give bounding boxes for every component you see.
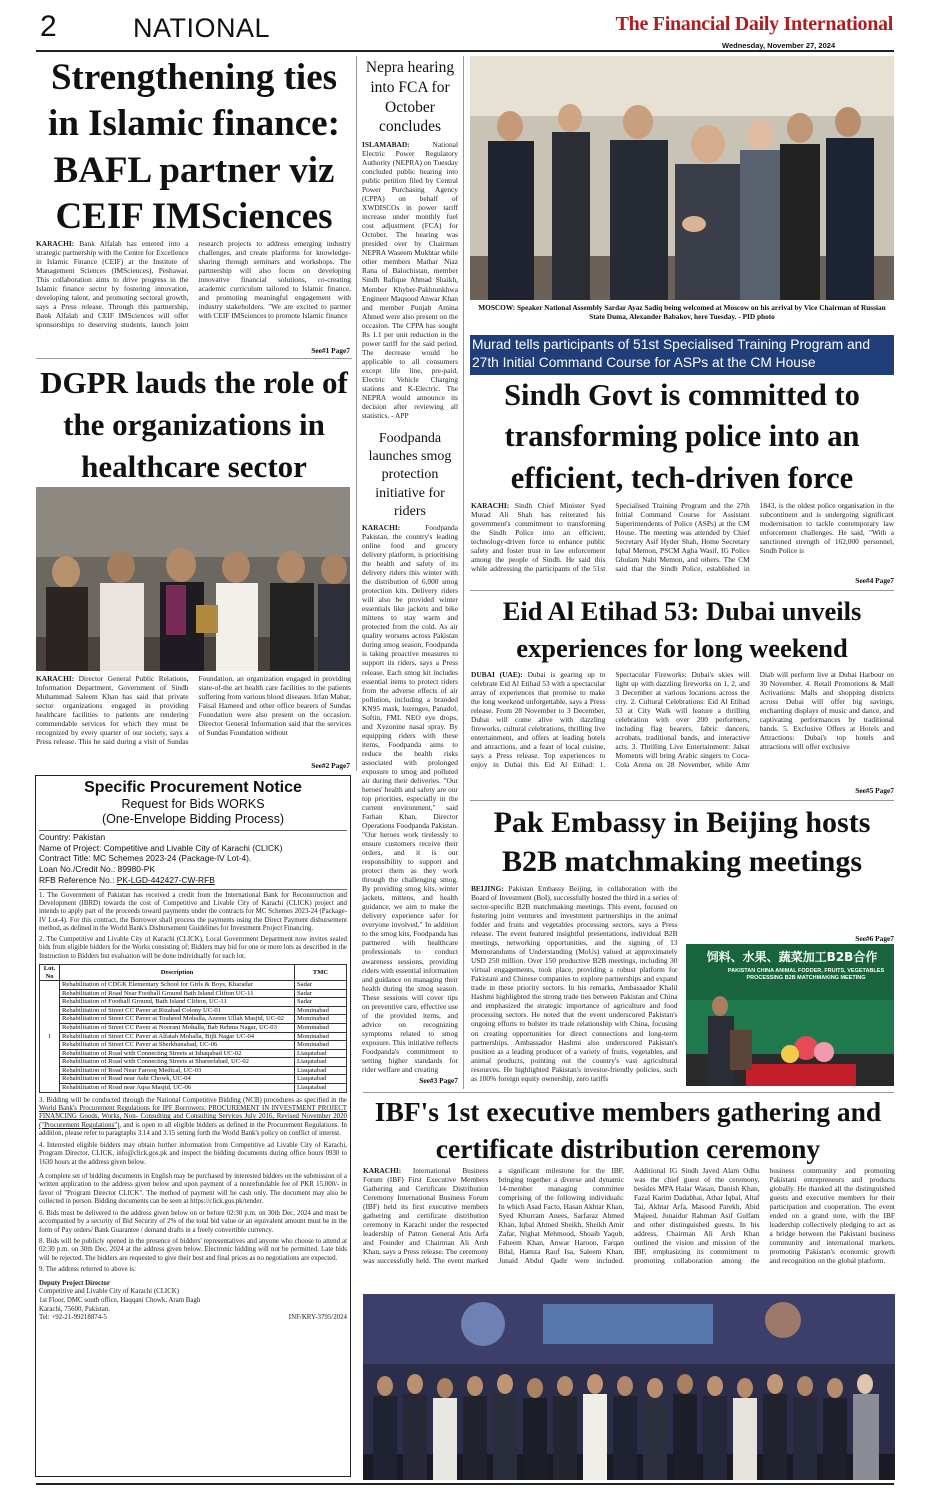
continued-dgpr: See#2 Page7 [311, 761, 350, 770]
page-number: 2 [40, 10, 57, 43]
lot-description: Rehabilitation of Street CC Paver at Touheed Mohalla, Azeem Ullah Masjid, UC-02 [60, 1015, 295, 1024]
photo-dgpr [36, 487, 350, 671]
lot-tmc: Sadar [295, 998, 347, 1007]
notice-para-2: 2. The Competitive and Livable City of Karachi (CLICK), Local Government Department now invites sealed bids from eligible bidders for the Works consisting of; Bidders may bid for one or more lots as described in the Instruction to Bidders but evaluation will be done individually for each lot. [39, 935, 347, 960]
headline-nepra: Nepra hearing into FCA for October concludes [365, 59, 455, 136]
address-title: Deputy Project Director [39, 1279, 110, 1287]
lot-tmc: Liaqatabad [295, 1058, 347, 1067]
lot-description: Rehabilitation of Road Near Farooq Medical, UC-03 [60, 1066, 295, 1075]
lot-description: Rehabilitation of Street CC Paver at Rizabad Colony UC-01 [60, 1006, 295, 1015]
lot-description: Rehabilitation of CDGK Elementary School for Girls & Boys, Kharadar [60, 981, 295, 990]
para-text: 3. Bidding will be conducted through the National Competitive Bidding (NCB) procedures as specified in the [39, 1096, 347, 1104]
lot-description: Rehabilitation of Road near Ashi Chowk, UC-04 [60, 1075, 295, 1084]
section-label: NATIONAL [133, 13, 271, 43]
story-text: Director General Public Relations, Information Department, Government of Sindh Muhammad Saleem Khan has said that private sector organizations engaged in providing healthcare facilities to patients are rendering commendable services for which they must be recognized by every quarter of our society, says a Press release. This he said during a visit of Sundas Foundation, an organization engaged in providing state-of-the art health care facilities to the patients suffering from various blood diseases. Irfan Mahar, Faisal Hameed and other office bearers of Sundas Foundation were also present on the occasion. Director General Information said that the services of Sundas Foundation without [36, 674, 351, 747]
story-ibf-body [363, 1166, 895, 1292]
lot-tmc: Liaqatabad [295, 1084, 347, 1093]
headline-ibf: IBF's 1st executive members gathering and certificate distribution ceremony [374, 1096, 882, 1164]
address-line: 1st Floor, DMC south office, Haqqani Chowk, Aram Bagh [39, 1296, 201, 1304]
headline-sindh: Sindh Govt is committed to transforming police into an efficient, tech-driven force [504, 378, 860, 495]
regulations-link[interactable]: World Bank's Procurement Regulations for IPF Borrowers: PROCUREMENT IN INVESTMENT PROJECT FINANCING Goods, Works, Non- Consulting and Consulting Services July 2016, Revised November 2020 ("Procurement Regulations") [39, 1105, 347, 1129]
dateline: BEIJING: [471, 884, 504, 893]
lot-description: Rehabilitation of Road with Connecting Streets at Shareefabad, UC-02 [60, 1058, 295, 1067]
address-line: Karachi, 75600, Pakistan. [39, 1305, 110, 1313]
story-sindh-body [471, 501, 894, 581]
notice-rfb [39, 875, 347, 886]
lot-description: Rehabilitation of Street CC Paver at Sherkhanabad, UC-06 [60, 1041, 295, 1050]
rule [470, 800, 894, 801]
notice-para-8: 8. Bids will be publicly opened in the presence of bidders' representatives and anyone who choose to attend at 02:30 p.m. on 30th Dec, 2024 at the address given below. Electronic bidding will not be permitted. Late bids will be rejected. The bidders are requested to give their best and final prices as no negotiations are expected. [39, 1237, 347, 1262]
table-row [40, 981, 347, 990]
table-header: TMC [295, 964, 347, 980]
masthead-rule [36, 50, 894, 52]
continued-beijing: See#6 Page7 [855, 934, 894, 943]
rfb-value: PK-LGD-442427-CW-RFB [116, 874, 215, 885]
para-text: , and is open to all eligible bidders as defined in the Procurement Regulations. In addition, please refer to paragraphs 3.14 and 3.15 setting forth the World Bank's policy on conflict of interest. [39, 1121, 347, 1138]
notice-project: Name of Project: Competitive and Livable City of Karachi (CLICK) [39, 842, 283, 853]
dateline: DUBAI (UAE): [471, 670, 523, 679]
story-text: International Business Forum (IBF) First Executive Members Gathering and Certificate Distribution Ceremony International Business Forum (IBF) held its first executive members gathering and certificate distribution ceremony in Karachi under the respected leadership of Patron General Atis Arfa and Founder and Chairman Ali Arsh Khan, says a Press release. The ceremony was successfully held. The event marked a significant milestone for the IBF, bringing together a diverse and dynamic 14-member managing committee comprising of the following individuals: In which Asad Facto, Hasan Akhtar Khan, Syed Khurram Anees, Sarfaraz Ahmed Khan, Iqbal Ahmed Sheikh, Sheikh Amir Zafar, Nighat Mehmood, Shoaib Yaqub, Faheem Khan, Anwar Haroon, Farqan Bilal, Hamza Rauf Isa, Saleem Khan, Junaid Abdul Qadir were included. Additional IG Sindh Javed Alam Odhu was the chief guest of the ceremony, besides MPA Halar Wasan, Danish Khan, Fazal Karim Dadabhai, Athar Iqbal, Altaf Tai, Akhtar Arfa, Masood Parekh, Abid Majeed, Junaidur Rahman Asif Gulfam and other distinguished guests. In his address, Chairman Ali Arsh Khan outlined the vision and mission of the IBF, emphasizing its commitment to promoting collaboration among the business community and promoting Pakistani entrepreneurs and products globally. He thanked all the distinguished guests and executive members for their participation and cooperation. The event ended on a grand note, with the IBF leadership collectively pledging to act as a bridge between the Pakistani business community and international markets, promoting Pakistan's economic growth and recognition on the global platform. [363, 1166, 895, 1266]
story-text: Bank Alfalah has entered into a strategic partnership with the Centre for Excellence in Islamic Finance (CEIF) at the Institute of Management Sciences (IMSciences), Peshawar. This collaboration aims to drive progress in the Islamic finance sector by fostering innovation, developing talent, and promoting sectoral growth, says a Press release. Through this partnership, Bank Alfalah and CEIF IMSciences will offer sponsorships to deserving students, launch joint research projects to address emerging industry challenges, and create platforms for knowledge-sharing through seminars and workshops. The partnership will also focus on developing innovative financial solutions, co-creating academic curriculum tailored to Islamic finance, and promoting meaningful engagement with industry stakeholders. "We are excited to partner with CEIF IMSciences to promote Islamic finance [36, 239, 351, 330]
rule [470, 590, 894, 591]
inf-reference: INF/KRY-3795/2024 [288, 1314, 347, 1322]
dateline: KARACHI: [363, 1166, 402, 1175]
bids-table [39, 964, 347, 1093]
table-row [40, 989, 347, 998]
notice-address [39, 1280, 347, 1323]
lot-tmc: Mominabad [295, 1006, 347, 1015]
notice-para-4: 4. Interested eligible bidders may obtain further information from Competitive ad Livable City of Karachi, Program Director, CLICK, info@click.gos.pk and inspect the bidding documents during office hours 0930 to 1630 hours at the address given below. [39, 1141, 347, 1166]
table-row [40, 1066, 347, 1075]
table-row [40, 1075, 347, 1084]
dateline: KARACHI: [36, 239, 75, 248]
dateline: KARACHI: [471, 501, 510, 510]
photo-moscow [470, 56, 894, 300]
lot-description: Rehabilitation of Road near Aqsa Masjid, UC-06 [60, 1084, 295, 1093]
column-rule [463, 56, 464, 1089]
lot-tmc: Mominabad [295, 1015, 347, 1024]
sindh-banner: Murad tells participants of 51st Specialised Training Program and 27th Initial Command Course for ASPs at the CM House [470, 335, 894, 375]
table-row [40, 1049, 347, 1058]
lot-tmc: Liaqatabad [295, 1049, 347, 1058]
story-text: Dubai is gearing up to celebrate Eid Al Etihad 53 with a spectacular array of experiences that promise to make the long weekend unforgettable, says a Press release. From 28 November to 3 December, Dubai will come alive with dazzling fireworks, cultural celebrations, thrilling live entertainment, and offers at leading hotels and attractions, and a feast of local cuisine, says a Press release. Top experiences to enjoy in Dubai this Eid Al Etihad: 1. Spectacular Fireworks: Dubai's skies will light up with dazzling fireworks on 1, 2, and 3 December at various locations across the city. 2. Cultural Celebrations: Eid Al Etihad 53 at City Walk will feature a thrilling celebration with over 200 performers, including flag bearers, fabric dancers, acrobats, traditional bands, and interactive acts. 3. Thrilling Live Entertainment: Jalsat Moments will bring Arabic singers to Coca-Cola Arena on 28 November, while Amr Diab will perform live at Dubai Harbour on 30 November. 4. Retail Promotions & Mall Activations: Malls and shopping districts across Dubai will offer big savings, enchanting displays of music and dance, and captivating performances by traditional bands. 5. Exclusive Offers at Hotels and Attractions: Dubai's top hotels and attractions will offer exclusive [471, 670, 894, 770]
story-eid-body [471, 670, 894, 788]
caption-moscow: MOSCOW: Speaker National Assembly Sardar Ayaz Sadiq being welcomed at Moscow on his arrival by Vice Chairman of Russian State Duma, Alexander Babakov, here Tuesday. - PID photo [478, 303, 886, 321]
dateline: KARACHI: [362, 523, 401, 532]
continued-sindh: See#4 Page7 [855, 576, 894, 585]
headline-eid: Eid Al Etihad 53: Dubai unveils experiences for long weekend [502, 596, 862, 664]
continued-eid: See#5 Page7 [855, 786, 894, 795]
address-line: Competitive and Livable City of Karachi (CLICK) [39, 1288, 180, 1296]
lot-description: Rehabilitation of Street CC Paver at Alfatah Mohalla, Bijli Nagar UC-04 [60, 1032, 295, 1041]
headline-foodpanda: Foodpanda launches smog protection initiative for riders [368, 431, 452, 519]
photo-beijing [686, 944, 894, 1086]
story-text: Foodpanda Pakistan, the country's leading online food and grocery delivery platform, is prioritising the health and safety of its delivery riders this winter with the distribution of 6,000 smog protection kits. Delivery riders will also be provided winter essentials like jackets and bike mittens to stay warm and protected from the cold. As air quality worsens across Pakistan during smog season, Foodpanda is taking proactive measures to support its riders, says a Press release. Each smog kit includes essential items to protect riders from the adverse effects of air pollution, including a branded KN95 mask, lozenges, Panadol, Softin, FML NEO eye drops, and Xyzonine nasal spray. By equipping riders with these items, Foodpanda aims to reduce the health risks associated with prolonged exposure to smog and polluted air during their deliveries. "Our heroes' health and safety are our top priorities, especially in the current environment," said Farhan Khan, Director Operations Foodpanda Pakistan. "Our heroes work tirelessly to ensure customers receive their orders, and it is our responsibility to support and protect them as they work through the challenging smog. By providing smog kits, winter jackets, mittens, and health guidance, we aim to make the delivery experience safer for everyone involved." In addition to the smog kits, Foodpanda has partnered with healthcare professionals to conduct awareness sessions, providing riders with essential information and guidance on managing their health during the smog season. These sessions will cover tips on preventive care, effective use of the provided items, and advice on recognizing symptoms related to smog exposure. This initiative reflects Foodpanda's commitment to setting higher standards for rider welfare and creating [362, 523, 458, 1074]
continued-foodpanda: See#3 Page7 [419, 1076, 458, 1085]
notice-para-6: 6. Bids must be delivered to the address given below on or before 02:30 p.m. on 30th Dec, 2024 and must be accompanied by a security of Bid Security of 2% of the total bid value or an equivalent amount must be in the form of Pay orders/ Bank Guarantee / demand drafts in a freely convertible currency. [39, 1209, 347, 1234]
headline-dgpr: DGPR lauds the role of the organizations in healthcare sector [40, 365, 348, 485]
page-bottom-rule [36, 1483, 894, 1485]
story-nepra-body [362, 140, 458, 427]
notice-para-1: 1. The Government of Pakistan has received a credit from the International Bank for Reconstruction and Development (IBRD) towards the cost of Competitive and Livable City of Karachi (CLICK) project and intends to apply part of the proceeds toward payments under the contracts for MC Schemes 2023-24 (Package-IV Lot-4). For this contract, the Borrower shall process the payments using the Direct Payment disbursement method, as defined in the World Bank's Disbursement Guidelines for Investment Project Financing. [39, 889, 347, 934]
stage-banner: PAKISTAN CHINA ANIMAL FODDER, FRUITS, VEGETABLES PROCESSING B2B MATCHMAKING MEETING [727, 968, 885, 982]
story-text: Sindh Chief Minister Syed Murad Ali Shah has reiterated his government's commitment to transforming the Sindh Police into an efficient, technology-driven force to enhance public safety and foster trust in law enforcement among the people of Sindh. He said this while addressing the participants of the 51st Specialised Training Program and the 27th Initial Command Course for Assistant Superintendents of Police (ASPs) at the CM House. The meeting was attended by Chief Secretary Asif Hyder Shah, Home Secretary Iqbal Memon, PSCM Agha Wasif, IG Police Ghulam Nabi Memon, and others. The CM said that the Sindh Police, established in 1843, is the oldest police organisation in the subcontinent and is undergoing significant modernisation to tackle contemporary law enforcement challenges. He said, "With a sanctioned strength of 162,000 personnel, Sindh Police is [471, 501, 894, 574]
table-row [40, 998, 347, 1007]
procurement-notice [35, 775, 351, 1477]
table-row [40, 1084, 347, 1093]
rule [36, 358, 352, 359]
notice-details [39, 830, 347, 886]
table-row [40, 1015, 347, 1024]
notice-para-5: A complete set of bidding documents in English may be purchased by interested bidders on the submission of a written application to the address given below and upon payment of a nonrefundable fee of PKR 15,000/- in favor of "Program Director CLICK". The method of payment will be cash only. The document may also be collected in person. Bidding documents can be seen at https://click.gos.pk/tender. [39, 1173, 347, 1206]
lot-tmc: Mominabad [295, 1032, 347, 1041]
notice-contract: Contract Title: MC Schemes 2023-24 (Package-IV Lot-4). [39, 853, 252, 864]
paper-name: The Financial Daily International [615, 13, 893, 35]
lot-description: Rehabilitation of Road Near Football Ground Bath Island Clifton UC-11 [60, 989, 295, 998]
notice-loan: Loan No./Credit No.: 89980-PK [39, 864, 155, 875]
story-bafl-body [36, 239, 351, 346]
lot-tmc: Sadar [295, 981, 347, 990]
rule [363, 1092, 894, 1093]
photo-ibf [363, 1294, 895, 1480]
lot-tmc: Mominabad [295, 1024, 347, 1033]
lot-tmc: Mominabad [295, 1041, 347, 1050]
lot-tmc: Sadar [295, 989, 347, 998]
stage-banner-cn: 饲料、水果、蔬菜加工B2B合作 [706, 950, 878, 964]
dateline: ISLAMABAD: [362, 140, 410, 149]
notice-title: Specific Procurement Notice [84, 779, 302, 796]
table-row [40, 1006, 347, 1015]
lot-tmc: Liaqatabad [295, 1066, 347, 1075]
address-line: Tel: +92-21-99218874-5 [39, 1314, 107, 1322]
dateline: KARACHI: [36, 674, 75, 683]
rfb-label: RFB Reference No.: [39, 874, 117, 885]
table-row [40, 1024, 347, 1033]
issue-date: Wednesday, November 27, 2024 [722, 41, 836, 50]
lot-description: Rehabilitation of Street CC Paver at Noorani Mohalla, Bab Rehma Nagar, UC-03 [60, 1024, 295, 1033]
lot-tmc: Liaqatabad [295, 1075, 347, 1084]
notice-subtitle: Request for Bids WORKS [121, 796, 265, 811]
story-text: National Electric Power Regulatory Authority (NEPRA) on Tuesday concluded public hearing into public petition filed by Central Power Purchasing Agency (CPPA) on behalf of XWDISCOs in power tariff increase under monthly fuel cost adjustment (FCA) for October. The hearing was presided over by Chairman NEPRA Waseem Mukhtar while other members Mathar Niaz Rana of Balochistan, member Sindh Rafique Ahmad Shaikh, Member Khyber-Pakhtunkhwa Engineer Maqsood Anwar Khan and member Punjab Amina Ahmed were also present on the occasion. The CPPA has sought Rs 1.1 per unit reduction in the power tariff for the said period. The decrease would be applicable to all consumers except life line, pre-paid, Electric Vehicle Charging stations and K-Electric. The NEPRA would announce its decision after reviewing all statistics. - APP [362, 140, 458, 420]
lot-description: Rehabilitation of Road with Connecting Streets at Ishaqabad UC-02 [60, 1049, 295, 1058]
notice-subtitle: (One-Envelope Bidding Process) [101, 812, 285, 827]
story-text: Pakistan Embassy Beijing, in collaboration with the Board of Investment (BoI), successfully hosted the third in a series of sector-specific B2B matchmaking meetings. This event, focused on fostering joint ventures and investment partnerships in the animal fodder and fruits and vegetables processing sectors, says a Press release. The event featured insightful presentations, individual B2B meetings, networking opportunities, and the signing of 13 Memorandums of Understanding (MoUs) valued at approximately USD 250 million. Over 150 productive B2B meetings, including 30 virtual engagements, took place, providing a robust platform for Pakistani and Chinese companies to explore partnerships and expand trade in these priority sectors. In his remarks, Ambassador Khalil Hashmi highlighted the strong trade ties between Pakistan and China and emphasized the strategic importance of agriculture and food processing sectors. He noted that the event underscored Pakistan's ongoing efforts to bolster its trade relationship with China, focusing on creating opportunities for direct connections and long-term partnerships. Ambassador Hashmi also underscored Pakistan's position as a leading producer of a variety of fruits, vegetables, and animal products, pointing out the country's vast agricultural resources. He highlighted Pakistan's investor-friendly policies, such as 100% foreign equity ownership, zero tariffs [471, 884, 678, 1083]
headline-beijing: Pak Embassy in Beijing hosts B2B matchmaking meetings [493, 806, 871, 878]
table-header: Lot. No [40, 964, 60, 980]
table-header: Description [60, 964, 295, 980]
notice-country: Country: Pakistan [39, 831, 106, 842]
notice-para-3 [39, 1097, 347, 1139]
headline-bafl: Strengthening ties in Islamic finance: BAFL partner viz CEIF IMSciences [48, 57, 340, 237]
table-row [40, 1041, 347, 1050]
lot-number: 1 [40, 981, 60, 1093]
table-row [40, 1058, 347, 1067]
continued-bafl: See#1 Page7 [311, 346, 350, 355]
lot-description: Rehabilitation of Football Ground, Bath Island Clifton, UC-11 [60, 998, 295, 1007]
column-rule [356, 56, 357, 771]
table-row [40, 1032, 347, 1041]
story-dgpr-body [36, 674, 351, 767]
notice-para-9: 9. The address referred to above is: [39, 1266, 136, 1274]
